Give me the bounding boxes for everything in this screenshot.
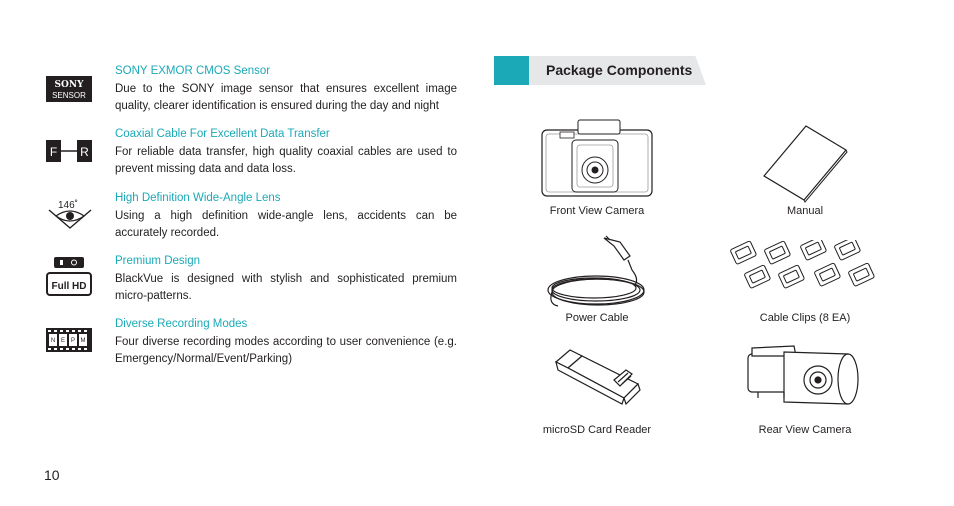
feature-coaxial-cable (0, 128, 470, 178)
component-label: Power Cable (565, 312, 629, 324)
feature-title: High Definition Wide-Angle Lens (115, 192, 281, 204)
wide-angle-lens-icon (46, 196, 94, 232)
feature-wide-angle-lens (0, 192, 470, 242)
feature-description: BlackVue is designed with stylish and sophisticated premium micro-patterns. (115, 273, 457, 302)
component-label: Rear View Camera (758, 424, 852, 436)
package-components-title: Package Components (546, 62, 693, 78)
front-camera-image (540, 118, 655, 200)
manual-image (760, 124, 850, 204)
feature-title: Coaxial Cable For Excellent Data Transfer (115, 128, 330, 140)
power-cable-icon (544, 234, 654, 310)
mode-letter: N (50, 338, 56, 344)
component-label: Manual (786, 205, 824, 217)
sony-sensor-icon (46, 76, 92, 102)
sd-reader-icon (552, 346, 644, 408)
front-camera-icon (540, 118, 655, 200)
front-letter: F (49, 145, 58, 159)
full-hd-icon (46, 257, 92, 297)
film-strip-icon (46, 328, 92, 352)
page-number: 10 (44, 467, 60, 483)
component-label: Cable Clips (8 EA) (759, 312, 851, 324)
feature-description: Due to the SONY image sensor that ensures excellent image quality, clearer identification is ensured during the day and night (115, 83, 457, 112)
rear-letter: R (80, 145, 89, 159)
cable-clips-icon (726, 240, 886, 298)
mode-letter: P (70, 338, 76, 344)
mode-letter: E (60, 338, 66, 344)
mode-letter: M (80, 338, 86, 344)
feature-description: Using a high definition wide-angle lens, accidents can be accurately recorded. (115, 210, 457, 239)
feature-description: For reliable data transfer, high quality coaxial cables are used to prevent missing data and data loss. (115, 146, 457, 175)
cable-clips-image (726, 240, 886, 298)
rear-camera-image (744, 342, 866, 412)
package-components-header (494, 56, 706, 85)
rear-camera-icon (744, 342, 866, 412)
component-label: microSD Card Reader (542, 424, 652, 436)
feature-sony-sensor (0, 65, 470, 115)
sd-reader-image (552, 346, 644, 408)
sensor-icon-text: SENSOR (52, 91, 86, 100)
manual-icon (760, 124, 850, 204)
feature-title: SONY EXMOR CMOS Sensor (115, 65, 271, 77)
full-hd-text: Full HD (51, 281, 87, 292)
angle-text: 146˚ (57, 200, 79, 211)
power-cable-image (544, 234, 654, 310)
component-label: Front View Camera (549, 205, 645, 217)
feature-recording-modes (0, 318, 470, 368)
feature-premium-design (0, 255, 470, 305)
header-accent (494, 56, 529, 85)
feature-description: Four diverse recording modes according to user convenience (e.g. Emergency/Normal/Event/Parking) (115, 336, 457, 365)
coaxial-cable-icon (46, 140, 94, 164)
feature-title: Premium Design (115, 255, 200, 267)
feature-title: Diverse Recording Modes (115, 318, 248, 330)
sony-icon-text: SONY (54, 80, 84, 90)
